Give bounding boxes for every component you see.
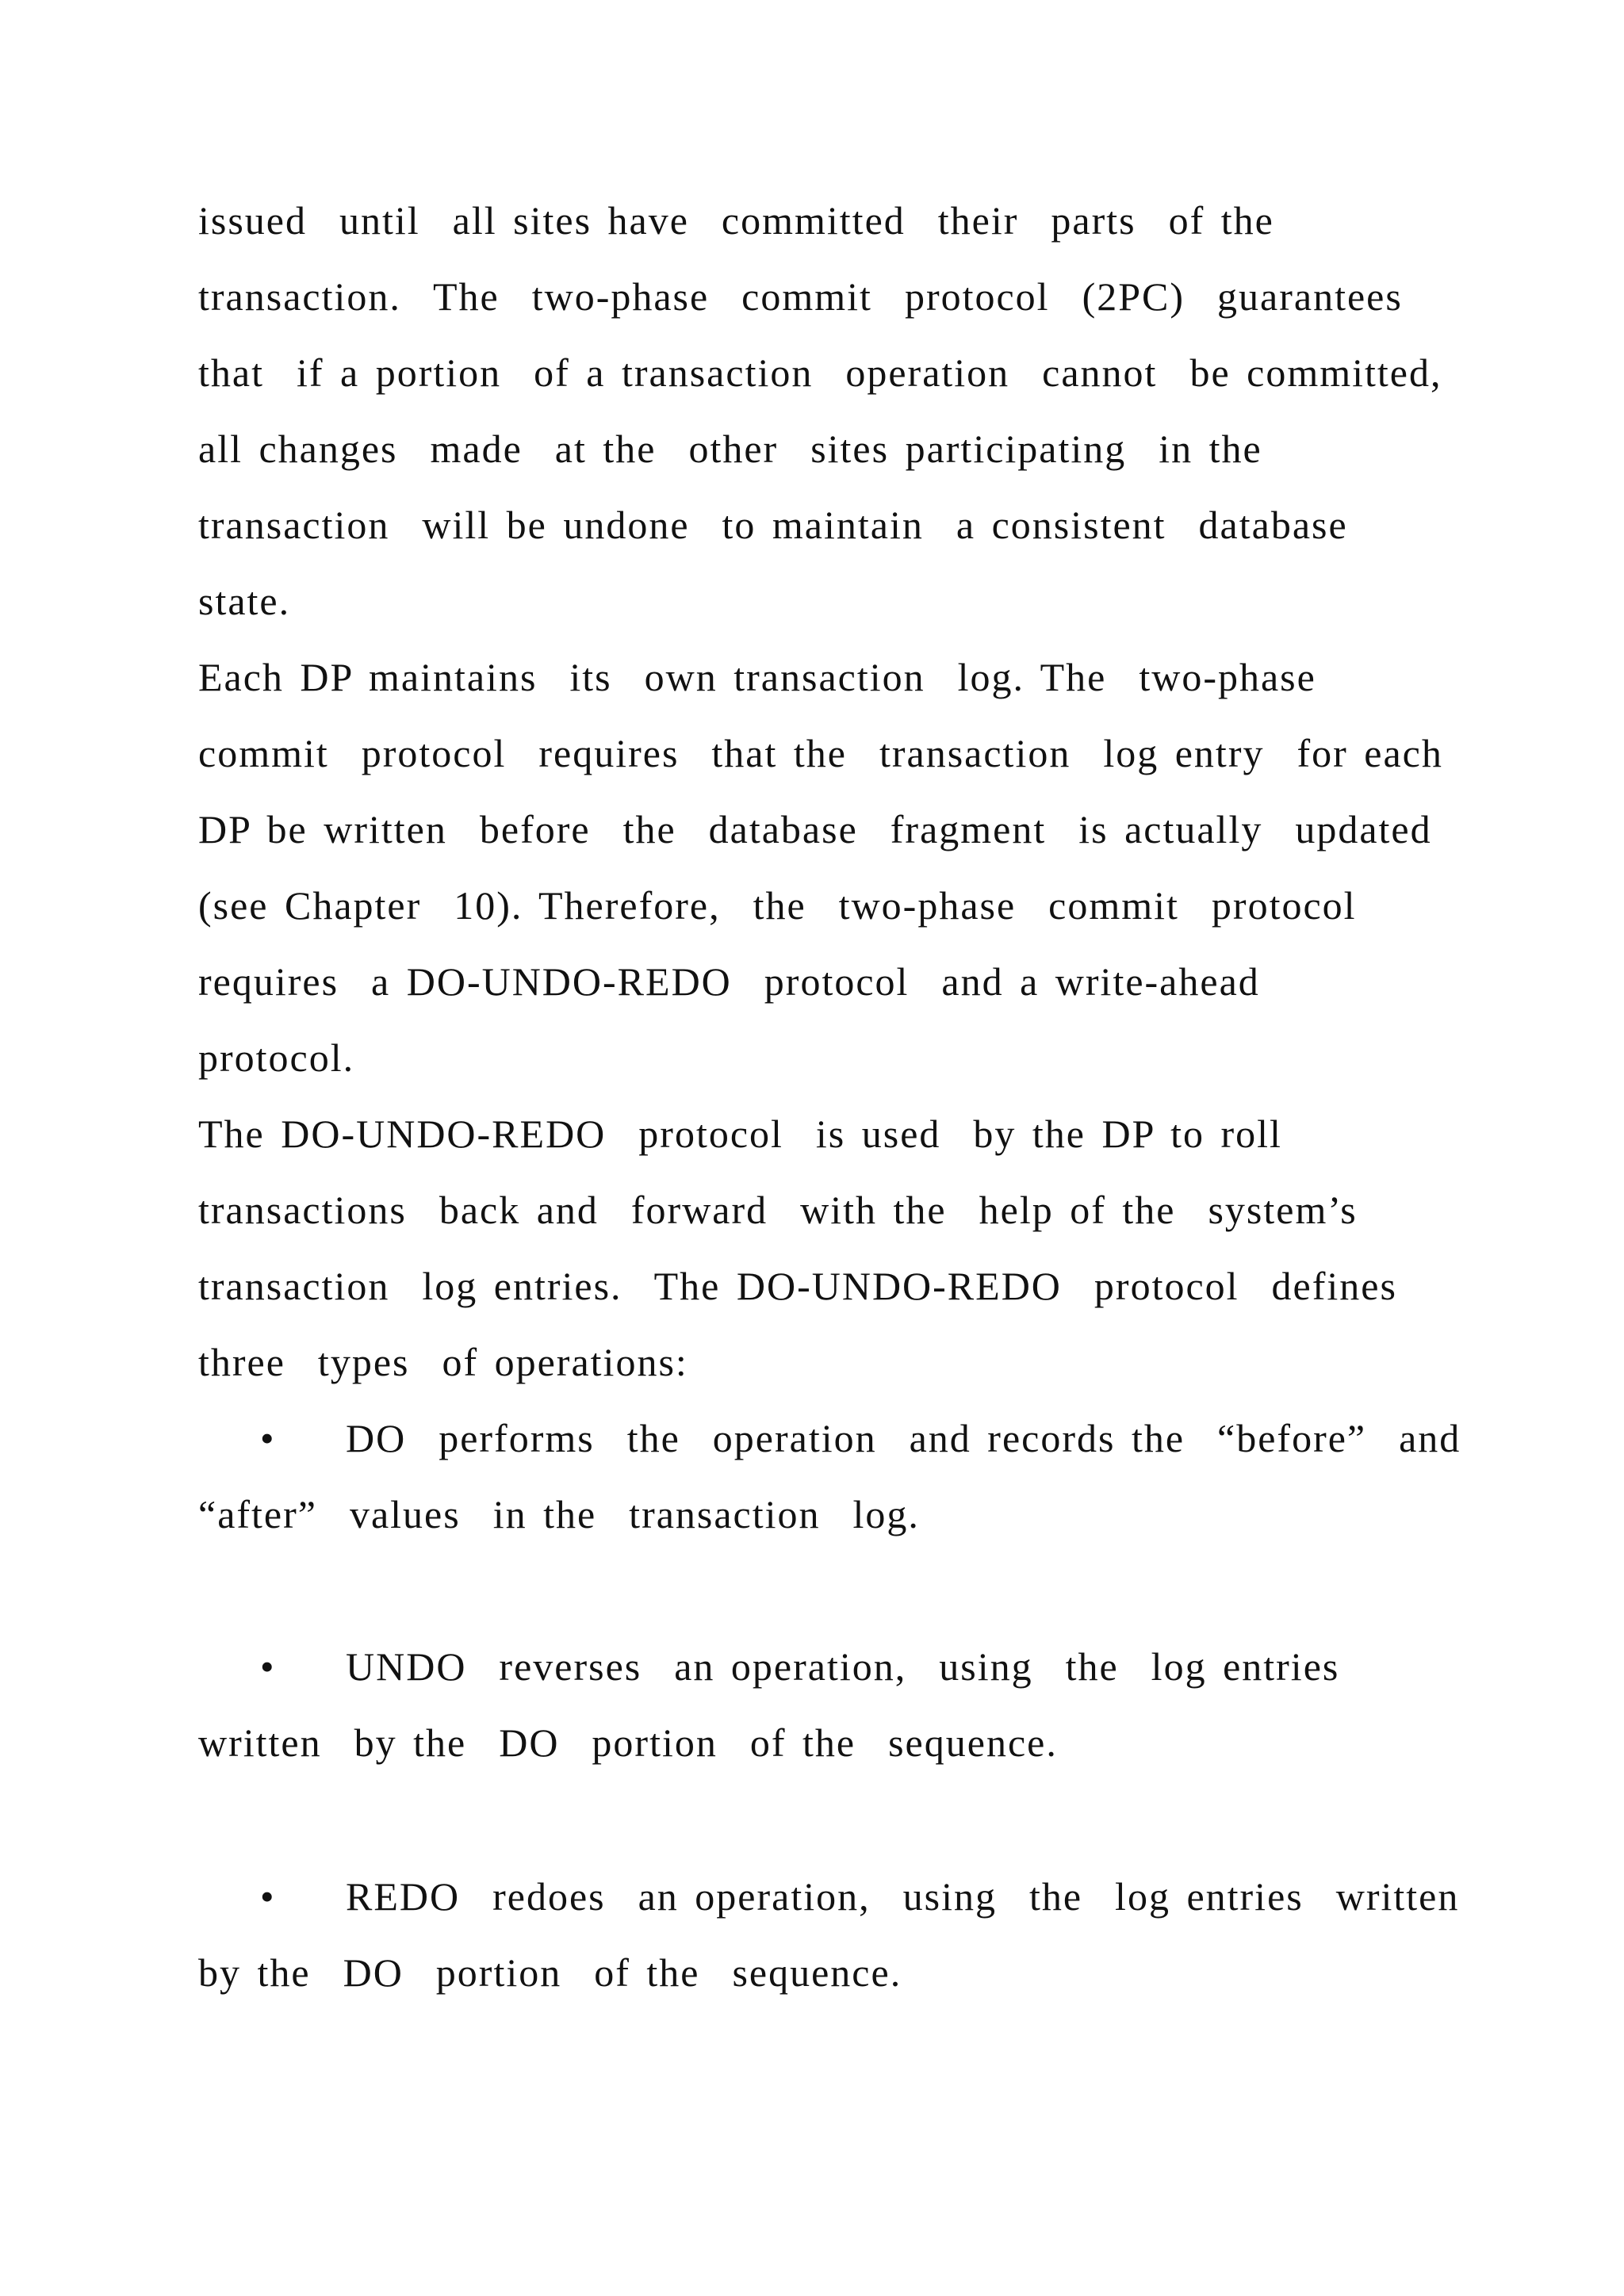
- paragraph-1-line-4: all changes made at the other sites participating in the: [198, 427, 1262, 471]
- bullet-2-line-1: UNDO reverses an operation, using the log entries: [346, 1644, 1340, 1689]
- bullet-1-line-2: “after” values in the transaction log.: [198, 1492, 920, 1536]
- paragraph-1-line-1: issued until all sites have committed their parts of the: [198, 198, 1274, 243]
- paragraph-1-line-3: that if a portion of a transaction operation cannot be committed,: [198, 350, 1442, 395]
- bullet-3-line-1: REDO redoes an operation, using the log entries written: [346, 1874, 1460, 1919]
- bullet-icon: •: [260, 1874, 274, 1919]
- paragraph-2-line-1: Each DP maintains its own transaction log. The two-phase: [198, 655, 1316, 699]
- paragraph-2-line-2: commit protocol requires that the transaction log entry for each: [198, 731, 1443, 775]
- bullet-3-line-2: by the DO portion of the sequence.: [198, 1950, 902, 1995]
- paragraph-1-line-5: transaction will be undone to maintain a consistent database: [198, 503, 1348, 547]
- paragraph-3-line-3: transaction log entries. The DO-UNDO-REDO protocol defines: [198, 1264, 1397, 1308]
- paragraph-1-line-6: state.: [198, 579, 291, 623]
- paragraph-3-line-1: The DO-UNDO-REDO protocol is used by the DP to roll: [198, 1112, 1282, 1156]
- paragraph-1-line-2: transaction. The two-phase commit protocol (2PC) guarantees: [198, 274, 1403, 319]
- paragraph-3-line-2: transactions back and forward with the help of the system’s: [198, 1188, 1358, 1232]
- bullet-2-line-2: written by the DO portion of the sequence.: [198, 1720, 1058, 1765]
- bullet-icon: •: [260, 1644, 274, 1689]
- bullet-icon: •: [260, 1416, 274, 1460]
- paragraph-2-line-4: (see Chapter 10). Therefore, the two-phase commit protocol: [198, 883, 1357, 928]
- paragraph-2-line-3: DP be written before the database fragment is actually updated: [198, 807, 1432, 851]
- paragraph-2-line-6: protocol.: [198, 1035, 355, 1080]
- paragraph-3-line-4: three types of operations:: [198, 1340, 688, 1384]
- paragraph-2-line-5: requires a DO-UNDO-REDO protocol and a write-ahead: [198, 959, 1260, 1004]
- bullet-1-line-1: DO performs the operation and records the “before” and: [346, 1416, 1461, 1460]
